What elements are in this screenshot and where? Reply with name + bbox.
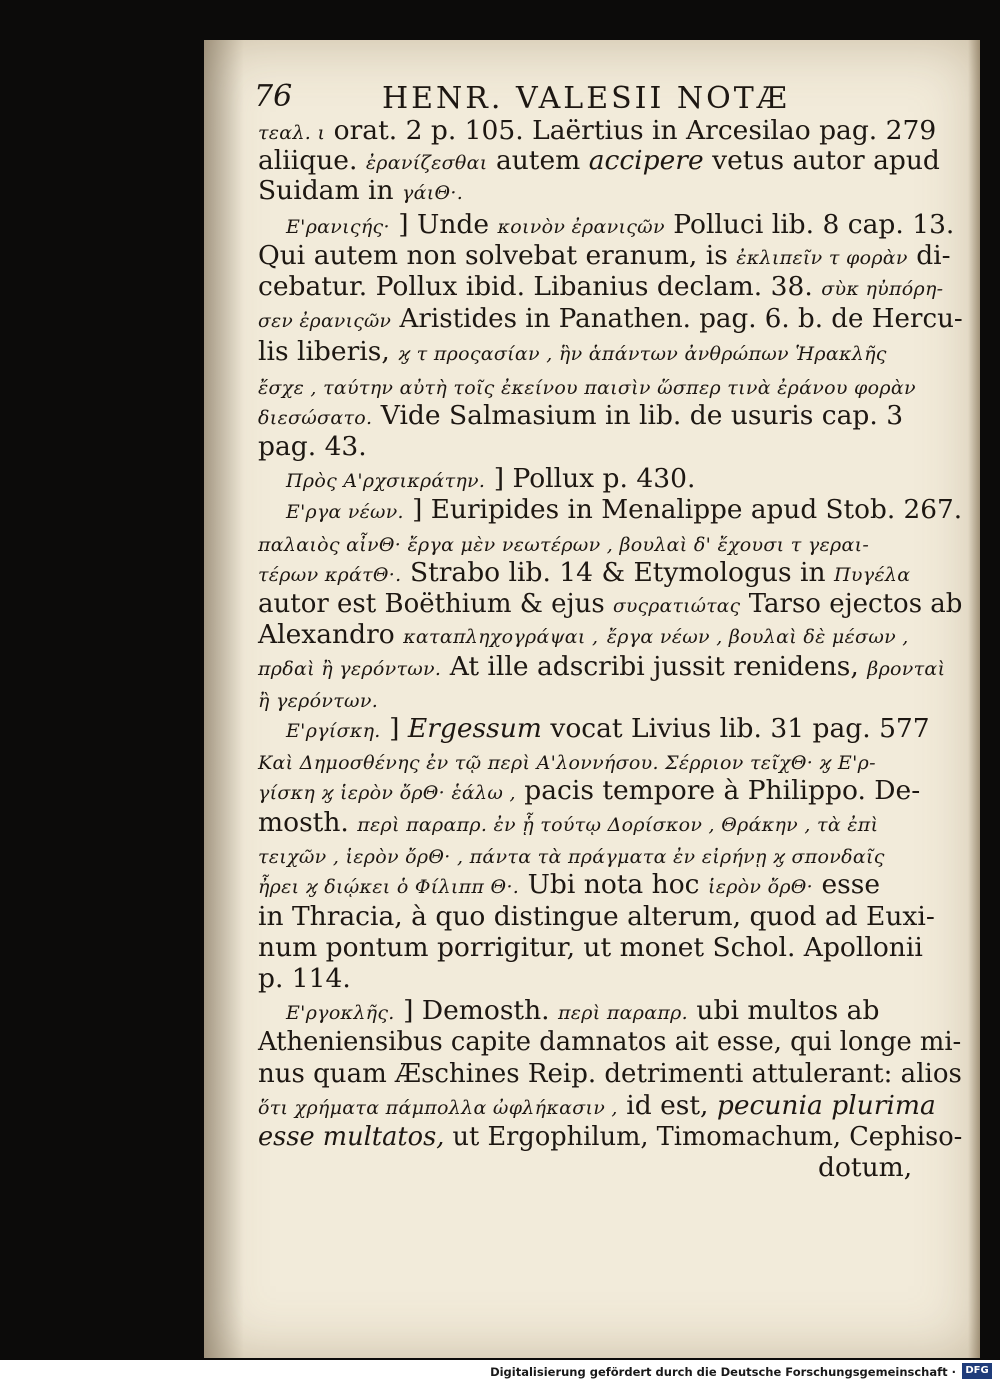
latin-text: lis liberis,: [258, 336, 390, 367]
text-line: [258, 303, 963, 334]
latin-text: pacis tempore à Philippo. De-: [524, 775, 921, 806]
text-line: [258, 619, 909, 650]
greek-text: ἱερὸν ὄρΘ·: [707, 876, 814, 898]
greek-text: διεσώσατο.: [258, 407, 373, 429]
text-line: [258, 901, 935, 932]
latin-text: Ubi nota hoc: [527, 869, 700, 900]
text-line: [258, 775, 921, 806]
latin-text: autem: [495, 145, 581, 176]
greek-text: καταπληχογράψαι ,: [403, 626, 599, 648]
greek-text: ἔργα νέων , βουλαὶ δὲ μέσων ,: [606, 626, 909, 648]
latin-text: orat. 2 p. 105. Laërtius in Arcesilao pag. 279: [333, 115, 937, 146]
funding-notice: Digitalisierung gefördert durch die Deutsche Forschungsgemeinschaft ·: [490, 1365, 956, 1379]
greek-text: συςρατιώτας: [612, 595, 741, 617]
latin-text: pag. 43.: [258, 431, 367, 462]
page-edge-shadow: [968, 40, 980, 1358]
greek-text: τεαλ. ι: [258, 122, 326, 144]
running-title: HENR. VALESII NOTÆ: [382, 81, 790, 116]
latin-text: aliique.: [258, 145, 358, 176]
italic-text: Ergessum: [407, 713, 542, 744]
greek-text: σὺκ ηὐπόρη-: [821, 278, 944, 300]
latin-text: Tarso ejectos ab: [748, 588, 963, 619]
latin-text: dotum,: [818, 1152, 913, 1183]
latin-text: Qui autem non solvebat eranum, is: [258, 240, 728, 271]
latin-text: ] Unde: [398, 209, 490, 240]
page-number: 76: [254, 79, 293, 114]
text-line: [258, 1121, 963, 1152]
lemma: Ε'ργίσκη.: [286, 720, 381, 742]
greek-text: τέρων κράτΘ·.: [258, 564, 402, 586]
text-line: [258, 373, 916, 400]
greek-text: τειχῶν , ἱερὸν ὄρΘ· , πάντα τὰ πράγματα ἐν εἰρήνῃ ϗ σπονδαῖς: [258, 846, 885, 868]
latin-text: esse: [821, 869, 881, 900]
text-line: [258, 145, 940, 176]
latin-text: autor est Boëthium & ejus: [258, 588, 605, 619]
text-line: [258, 271, 944, 302]
latin-text: ubi multos ab: [696, 995, 880, 1026]
text-line: [286, 713, 930, 744]
latin-text: nus quam Æschines Reip. detrimenti attulerant: alios: [258, 1058, 962, 1089]
greek-text: ϗ τ προςασίαν , ἣν ἁπάντων ἀνθρώπων Ἡρακλῆς: [398, 343, 887, 365]
latin-text: ut Ergophilum, Timomachum, Cephiso-: [452, 1121, 963, 1152]
latin-text: num pontum porrigitur, ut monet Schol. Apollonii: [258, 932, 923, 963]
text-line: [818, 1152, 913, 1183]
greek-text: παλαιὸς αἶνΘ· ἔργα μὲν νεωτέρων , βουλαὶ δ' ἔχουσι τ γεραι-: [258, 534, 870, 556]
latin-text: ] Pollux p. 430.: [493, 463, 696, 494]
greek-text: ἦρει ϗ διῴκει ὁ Φίλιππ Θ·.: [258, 876, 520, 898]
text-line: [258, 869, 881, 900]
latin-text: ]: [389, 713, 400, 744]
latin-text: in Thracia, à quo distingue alterum, quod ad Euxi-: [258, 901, 935, 932]
text-line: [258, 336, 887, 367]
lemma: Ε'ργα νέων.: [286, 501, 404, 523]
text-line: [258, 1058, 962, 1089]
page-gutter-shadow: [204, 40, 244, 1358]
greek-text: βρονταὶ: [867, 658, 946, 680]
latin-text: vocat Livius lib. 31 pag. 577: [550, 713, 930, 744]
text-line: [258, 588, 963, 619]
latin-text: Aristides in Panathen. pag. 6. b. de Hercu-: [399, 303, 963, 334]
text-line: [258, 807, 879, 838]
latin-text: id est,: [626, 1090, 709, 1121]
greek-text: ἔσχε , ταύτην αὐτὴ τοῖς ἐκείνου παισὶν ὥσπερ τινὰ ἐράνου φορὰν: [258, 377, 916, 399]
italic-text: esse multatos,: [258, 1121, 445, 1152]
greek-text: Καὶ Δημοσθένης ἐν τῷ περὶ Α'λοννήσου. Σέρριον τεῖχΘ· ϗ Ε'ρ-: [258, 752, 876, 774]
text-line: [286, 494, 963, 525]
text-line: [258, 932, 923, 963]
latin-text: p. 114.: [258, 963, 351, 994]
latin-text: Strabo lib. 14 & Etymologus in: [409, 557, 826, 588]
text-line: [258, 842, 885, 869]
text-line: [286, 995, 880, 1026]
latin-text: mosth.: [258, 807, 349, 838]
greek-text: πρδαὶ ἢ γερόντων.: [258, 658, 442, 680]
latin-text: Suidam in: [258, 175, 394, 206]
italic-text: accipere: [588, 145, 704, 176]
latin-text: ] Demosth.: [403, 995, 550, 1026]
lemma: Πρὸς Α'ρχσικράτην.: [286, 470, 486, 492]
greek-text: περὶ παραπρ.: [558, 1002, 688, 1024]
text-line: [258, 530, 869, 557]
text-line: [286, 209, 955, 240]
greek-text: Πυγέλα: [833, 564, 911, 586]
greek-text: γίσκη ϗ ἱερὸν ὄρΘ· ἑάλω ,: [258, 782, 516, 804]
text-line: [258, 115, 937, 146]
text-line: [258, 1026, 962, 1057]
greek-text: ὅτι χρήματα πάμπολλα ὠφλήκασιν ,: [258, 1097, 618, 1119]
lemma: Ε'ρανιςής·: [286, 216, 390, 238]
greek-text: γάιΘ·.: [402, 182, 464, 204]
latin-text: Alexandro: [258, 619, 395, 650]
latin-text: Polluci lib. 8 cap. 13.: [673, 209, 955, 240]
text-line: [258, 686, 378, 713]
greek-text: κοινὸν ἐρανιςῶν: [497, 216, 665, 238]
text-line: [258, 175, 464, 206]
text-line: [258, 557, 911, 588]
text-line: [258, 963, 351, 994]
italic-text: pecunia plurima: [716, 1090, 936, 1121]
text-line: [286, 463, 696, 494]
greek-text: ἐκλιπεῖν τ φορὰν: [736, 247, 908, 269]
latin-text: Atheniensibus capite damnatos ait esse, qui longe mi-: [258, 1026, 962, 1057]
latin-text: At ille adscribi jussit renidens,: [449, 651, 859, 682]
latin-text: Vide Salmasium in lib. de usuris cap. 3: [380, 400, 904, 431]
text-line: [258, 431, 367, 462]
latin-text: cebatur. Pollux ibid. Libanius declam. 38.: [258, 271, 813, 302]
text-line: [258, 240, 951, 271]
text-line: [258, 1090, 936, 1121]
latin-text: ] Euripides in Menalippe apud Stob. 267.: [412, 494, 963, 525]
latin-text: di-: [916, 240, 951, 271]
text-line: [258, 400, 904, 431]
text-line: [258, 748, 876, 775]
lemma: Ε'ργοκλῆς.: [286, 1002, 395, 1024]
greek-text: σεν ἐρανιςῶν: [258, 310, 392, 332]
footer-bar: [0, 1360, 1000, 1383]
latin-text: vetus autor apud: [712, 145, 940, 176]
greek-text: περὶ παραπρ. ἐν ᾗ τούτῳ Δορίσκον , Θράκην , τὰ ἐπὶ: [357, 814, 879, 836]
greek-text: ἐρανίζεσθαι: [365, 152, 488, 174]
text-line: [258, 651, 946, 682]
dfg-logo: DFG: [962, 1363, 992, 1379]
greek-text: ἢ γερόντων.: [258, 690, 379, 712]
